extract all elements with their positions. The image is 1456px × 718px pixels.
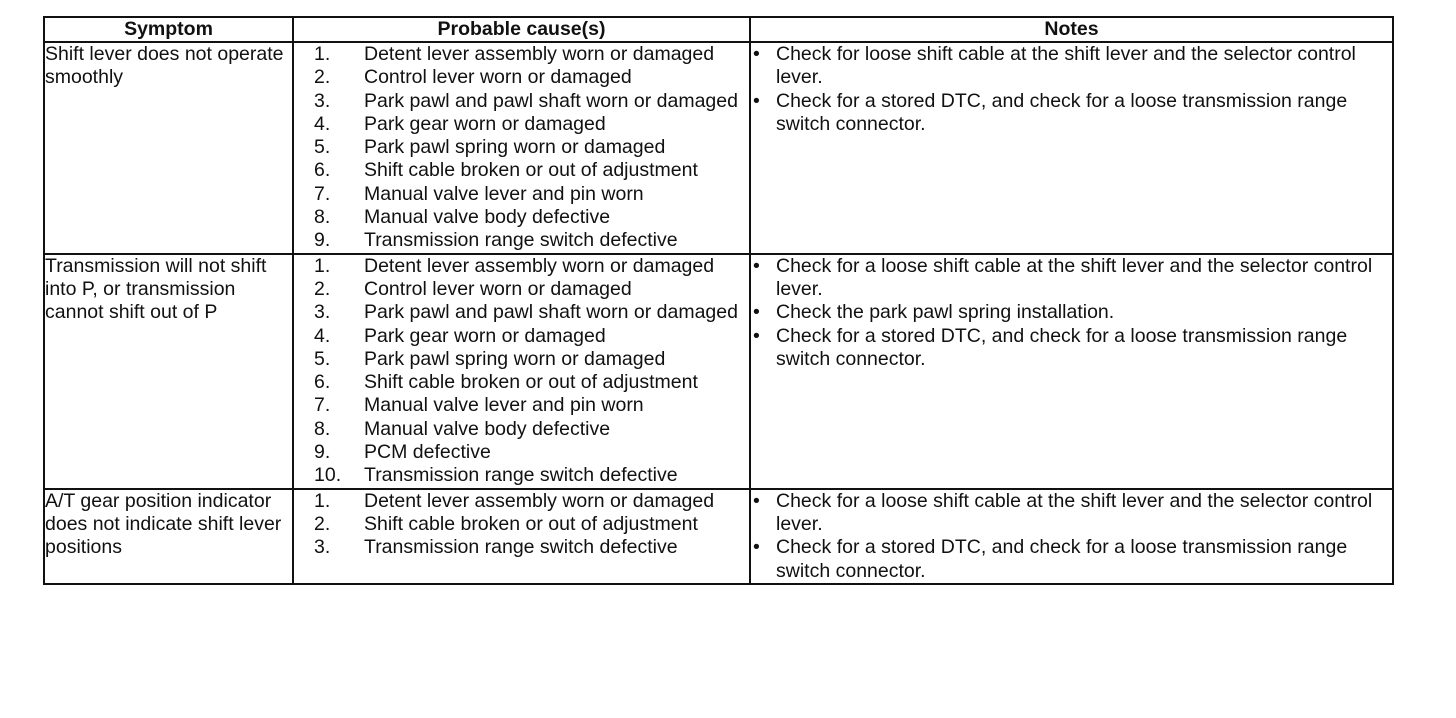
note-text: Check for a stored DTC, and check for a loose transmission range switch connector.: [776, 536, 1348, 582]
cause-number: 4.: [314, 324, 331, 347]
note-text: Check for a loose shift cable at the shift lever and the selector control lever.: [776, 254, 1373, 300]
cause-item: [294, 159, 749, 182]
troubleshooting-sheet: [43, 16, 1392, 585]
note-item: [751, 255, 1392, 302]
cause-number: 1.: [314, 43, 331, 65]
cause-item: [294, 490, 749, 513]
note-text: Check for a stored DTC, and check for a loose transmission range switch connector.: [776, 89, 1348, 135]
cause-number: 2.: [314, 277, 331, 300]
cause-number: 7.: [314, 182, 331, 205]
cause-item: [294, 278, 749, 301]
cause-item: [294, 43, 749, 66]
cause-number: 6.: [314, 159, 331, 182]
cause-text: Park gear worn or damaged: [364, 112, 606, 135]
cause-number: 3.: [314, 301, 331, 324]
cause-item: [294, 371, 749, 394]
cause-text: Manual valve lever and pin worn: [364, 182, 644, 205]
header-symptom: Symptom: [44, 17, 293, 42]
cause-text: Manual valve body defective: [364, 206, 611, 229]
cause-number: 9.: [314, 441, 331, 464]
cause-item: [294, 418, 749, 441]
note-item: [751, 301, 1392, 324]
cause-item: [294, 301, 749, 324]
cause-text: Park pawl and pawl shaft worn or damaged: [364, 89, 738, 112]
cause-number: 8.: [314, 417, 331, 440]
symptom-cell: Shift lever does not operate smoothly: [44, 42, 293, 254]
note-item: [751, 325, 1392, 372]
cause-number: 9.: [314, 229, 331, 252]
notes-cell: [750, 489, 1393, 584]
cause-item: [294, 66, 749, 89]
cause-text: Manual valve body defective: [364, 417, 611, 440]
cause-text: Transmission range switch defective: [364, 229, 678, 252]
note-text: Check the park pawl spring installation.: [776, 301, 1115, 324]
cause-item: [294, 183, 749, 206]
cause-text: Detent lever assembly worn or damaged: [364, 43, 715, 65]
cause-number: 1.: [314, 489, 331, 512]
cause-number: 6.: [314, 371, 331, 394]
cause-text: Park pawl and pawl shaft worn or damaged: [364, 301, 738, 324]
cause-item: [294, 206, 749, 229]
cause-item: [294, 90, 749, 113]
table-row: [44, 42, 1393, 254]
troubleshooting-table: [43, 16, 1394, 585]
note-item: [751, 43, 1392, 90]
header-probable-causes: Probable cause(s): [293, 17, 750, 42]
cause-item: [294, 536, 749, 559]
cause-text: Detent lever assembly worn or damaged: [364, 254, 715, 277]
notes-cell: [750, 254, 1393, 489]
cause-text: Control lever worn or damaged: [364, 66, 632, 89]
cause-text: Transmission range switch defective: [364, 536, 678, 559]
table-row: [44, 254, 1393, 489]
cause-item: [294, 513, 749, 536]
table-body: [44, 42, 1393, 584]
note-item: [751, 490, 1392, 537]
header-notes: Notes: [750, 17, 1393, 42]
cause-item: [294, 394, 749, 417]
bullet-icon: •: [753, 324, 760, 347]
bullet-icon: •: [753, 43, 760, 65]
cause-item: [294, 348, 749, 371]
cause-number: 1.: [314, 254, 331, 277]
probable-causes-cell: [293, 42, 750, 254]
cause-number: 4.: [314, 112, 331, 135]
cause-item: [294, 464, 749, 487]
note-text: Check for a loose shift cable at the shift lever and the selector control lever.: [776, 489, 1373, 535]
cause-text: Shift cable broken or out of adjustment: [364, 159, 698, 182]
cause-text: Park pawl spring worn or damaged: [364, 136, 666, 159]
cause-text: Shift cable broken or out of adjustment: [364, 371, 698, 394]
symptom-cell: A/T gear position indicator does not indicate shift lever positions: [44, 489, 293, 584]
cause-item: [294, 255, 749, 278]
bullet-icon: •: [753, 254, 760, 277]
cause-text: Park pawl spring worn or damaged: [364, 347, 666, 370]
note-item: [751, 536, 1392, 583]
note-text: Check for loose shift cable at the shift lever and the selector control lever.: [776, 43, 1356, 89]
cause-number: 5.: [314, 136, 331, 159]
cause-text: Detent lever assembly worn or damaged: [364, 489, 715, 512]
cause-text: PCM defective: [364, 441, 491, 464]
cause-text: Transmission range switch defective: [364, 464, 678, 487]
probable-causes-cell: [293, 254, 750, 489]
cause-item: [294, 229, 749, 252]
notes-cell: [750, 42, 1393, 254]
cause-item: [294, 441, 749, 464]
table-row: [44, 489, 1393, 584]
cause-number: 3.: [314, 536, 331, 559]
cause-number: 5.: [314, 347, 331, 370]
cause-text: Shift cable broken or out of adjustment: [364, 512, 698, 535]
cause-item: [294, 136, 749, 159]
cause-text: Control lever worn or damaged: [364, 277, 632, 300]
probable-causes-cell: [293, 489, 750, 584]
bullet-icon: •: [753, 301, 760, 324]
cause-number: 7.: [314, 394, 331, 417]
cause-number: 2.: [314, 66, 331, 89]
table-header-row: [44, 17, 1393, 42]
cause-item: [294, 113, 749, 136]
cause-number: 2.: [314, 512, 331, 535]
cause-text: Park gear worn or damaged: [364, 324, 606, 347]
symptom-cell: Transmission will not shift into P, or transmission cannot shift out of P: [44, 254, 293, 489]
cause-number: 3.: [314, 89, 331, 112]
bullet-icon: •: [753, 536, 760, 559]
cause-number: 8.: [314, 206, 331, 229]
bullet-icon: •: [753, 489, 760, 512]
note-item: [751, 90, 1392, 137]
cause-number: 10.: [314, 464, 342, 487]
note-text: Check for a stored DTC, and check for a loose transmission range switch connector.: [776, 324, 1348, 370]
cause-text: Manual valve lever and pin worn: [364, 394, 644, 417]
bullet-icon: •: [753, 89, 760, 112]
cause-item: [294, 325, 749, 348]
